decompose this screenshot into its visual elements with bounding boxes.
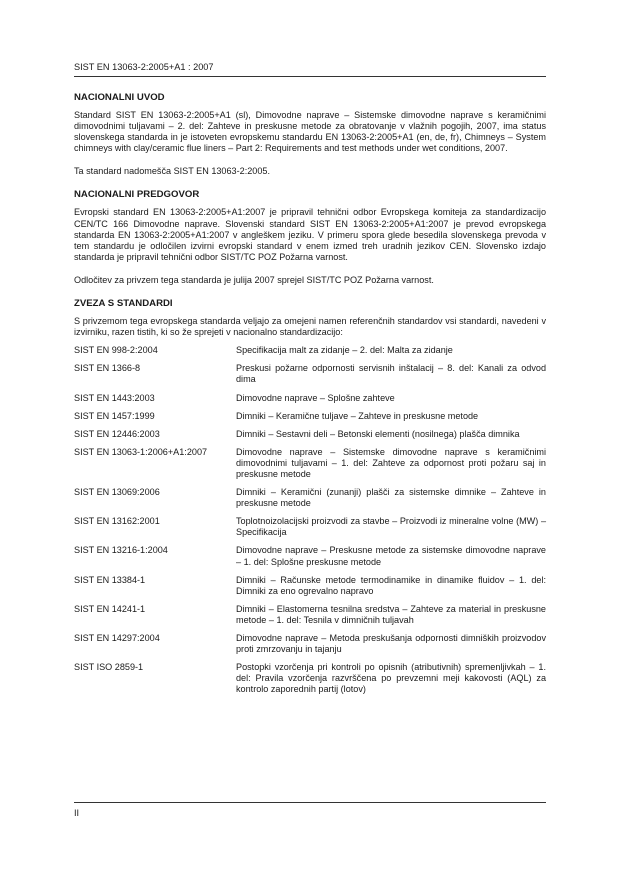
table-row: [74, 575, 546, 604]
reference-title: Dimovodne naprave – Preskusne metode za sistemske dimovodne naprave – 1. del: Splošne preskusne metode: [236, 545, 546, 567]
reference-title: Dimovodne naprave – Splošne zahteve: [236, 392, 395, 403]
reference-code: SIST EN 998-2:2004: [74, 345, 158, 356]
reference-code: SIST EN 1366-8: [74, 363, 141, 374]
reference-title: Dimniki – Elastomerna tesnilna sredstva – Zahteve za material in preskusne metode – 1. del: Tesnila v dimničnih tuljavah: [236, 603, 546, 625]
table-row: [74, 345, 546, 363]
paragraph-predgovor-2: Odločitev za privzem tega standarda je julija 2007 sprejel SIST/TC POZ Požarna varnost.: [74, 274, 434, 285]
table-row: [74, 516, 546, 545]
section-heading-zveza-s-standardi: ZVEZA S STANDARDI: [74, 298, 173, 310]
paragraph-zveza-intro: S privzemom tega evropskega standarda veljajo za omejeni namen referenčnih standardov vsi standardi, navedeni v izvirniku, razen tistih, ki so že sprejeti v nacionalno standardizacijo:: [74, 316, 546, 338]
reference-code: SIST EN 13384-1: [74, 574, 146, 585]
table-row: [74, 429, 546, 447]
reference-title: Dimovodne naprave – Metoda preskušanja odpornosti dimniških proizvodov proti zmrzovanju in tajanju: [236, 633, 546, 655]
reference-title: Specifikacija malt za zidanje – 2. del: Malta za zidanje: [236, 345, 453, 356]
paragraph-predgovor-1: Evropski standard EN 13063-2:2005+A1:2007 je pripravil tehnični odbor Evropskega komiteja za standardizacijo CEN/TC 166 Dimovodne naprave. Slovenski standard SIST EN 13063-2:2005+A1:2007 je prevod evropskega standarda EN 13063-2:2005+A1:2007 v angleškem jeziku. V primeru spora glede besedila slovenskega prevoda v tem standardu je odločilen izvirni evropski standard v enem izmed treh uradnih jezikov CEN. Slovensko izdajo standarda je pripravil tehnični odbor SIST/TC POZ Požarna varnost.: [74, 207, 546, 262]
page-content: [74, 92, 546, 702]
table-row: [74, 393, 546, 411]
table-row: [74, 411, 546, 429]
section-heading-nacionalni-predgovor: NACIONALNI PREDGOVOR: [74, 189, 200, 201]
table-row: [74, 487, 546, 516]
reference-code: SIST EN 14297:2004: [74, 633, 160, 643]
reference-title: Dimovodne naprave – Sistemske dimovodne naprave s keramičnimi dimovodnimi tuljavami – 1. del: Zahteve za odpornost proti požaru saj in preskusne metode: [236, 446, 546, 479]
reference-code: SIST EN 1443:2003: [74, 392, 155, 403]
paragraph-uvod-1: Standard SIST EN 13063-2:2005+A1 (sl), Dimovodne naprave – Sistemske dimovodne naprave s keramičnimi dimovodnimi tuljavami – 2. del: Zahteve in preskusne metode za obratovanje v vlažnih pogojih, 2007, ima status slovenskega standarda in je istoveten evropskemu standardu EN 13063-2:2005+A1 (en, de, fr), Chimneys – System chimneys with clay/ceramic flue liners – Part 2: Requirements and test methods under wet conditions, 2007.: [74, 110, 546, 154]
running-footer: [74, 802, 546, 819]
reference-code: SIST EN 13162:2001: [74, 516, 160, 527]
page-number: II: [74, 808, 80, 818]
reference-code: SIST EN 13216-1:2004: [74, 545, 168, 556]
reference-title: Dimniki – Sestavni deli – Betonski elementi (nosilnega) plašča dimnika: [236, 428, 520, 439]
paragraph-uvod-2: Ta standard nadomešča SIST EN 13063-2:2005.: [74, 166, 270, 177]
reference-code: SIST EN 12446:2003: [74, 428, 160, 439]
table-row: [74, 545, 546, 574]
table-row: [74, 447, 546, 487]
reference-code: SIST EN 1457:1999: [74, 410, 155, 421]
table-row: [74, 363, 546, 392]
table-row: [74, 662, 546, 702]
document-page: [74, 0, 546, 877]
section-heading-nacionalni-uvod: NACIONALNI UVOD: [74, 92, 165, 103]
reference-code: SIST EN 13063-1:2006+A1:2007: [74, 446, 208, 457]
reference-title: Preskusi požarne odpornosti servisnih inštalacij – 8. del: Kanali za odvod dima: [236, 363, 546, 385]
reference-code: SIST EN 13069:2006: [74, 487, 160, 498]
reference-code: SIST EN 14241-1: [74, 603, 146, 614]
reference-title: Dimniki – Keramične tuljave – Zahteve in preskusne metode: [236, 410, 479, 421]
reference-code: SIST ISO 2859-1: [74, 662, 144, 673]
references-table: [74, 345, 546, 702]
reference-title: Dimniki – Keramični (zunanji) plašči za sistemske dimnike – Zahteve in preskusne metode: [236, 487, 546, 509]
reference-title: Postopki vzorčenja pri kontroli po opisnih (atributivnih) spremenljivkah – 1. del: Pravila vzorčenja razvrščena po prevzemni meji kakovosti (AQL) za kontrolo zaporednih partij (lotov): [236, 662, 546, 695]
table-row: [74, 633, 546, 662]
table-row: [74, 604, 546, 633]
reference-title: Dimniki – Računske metode termodinamike in dinamike fluidov – 1. del: Dimniki za eno ogrevalno napravo: [236, 574, 546, 596]
reference-title: Toplotnoizolacijski proizvodi za stavbe – Proizvodi iz mineralne volne (MW) – Specifikacija: [236, 516, 546, 538]
running-header: SIST EN 13063-2:2005+A1 : 2007: [74, 61, 546, 77]
